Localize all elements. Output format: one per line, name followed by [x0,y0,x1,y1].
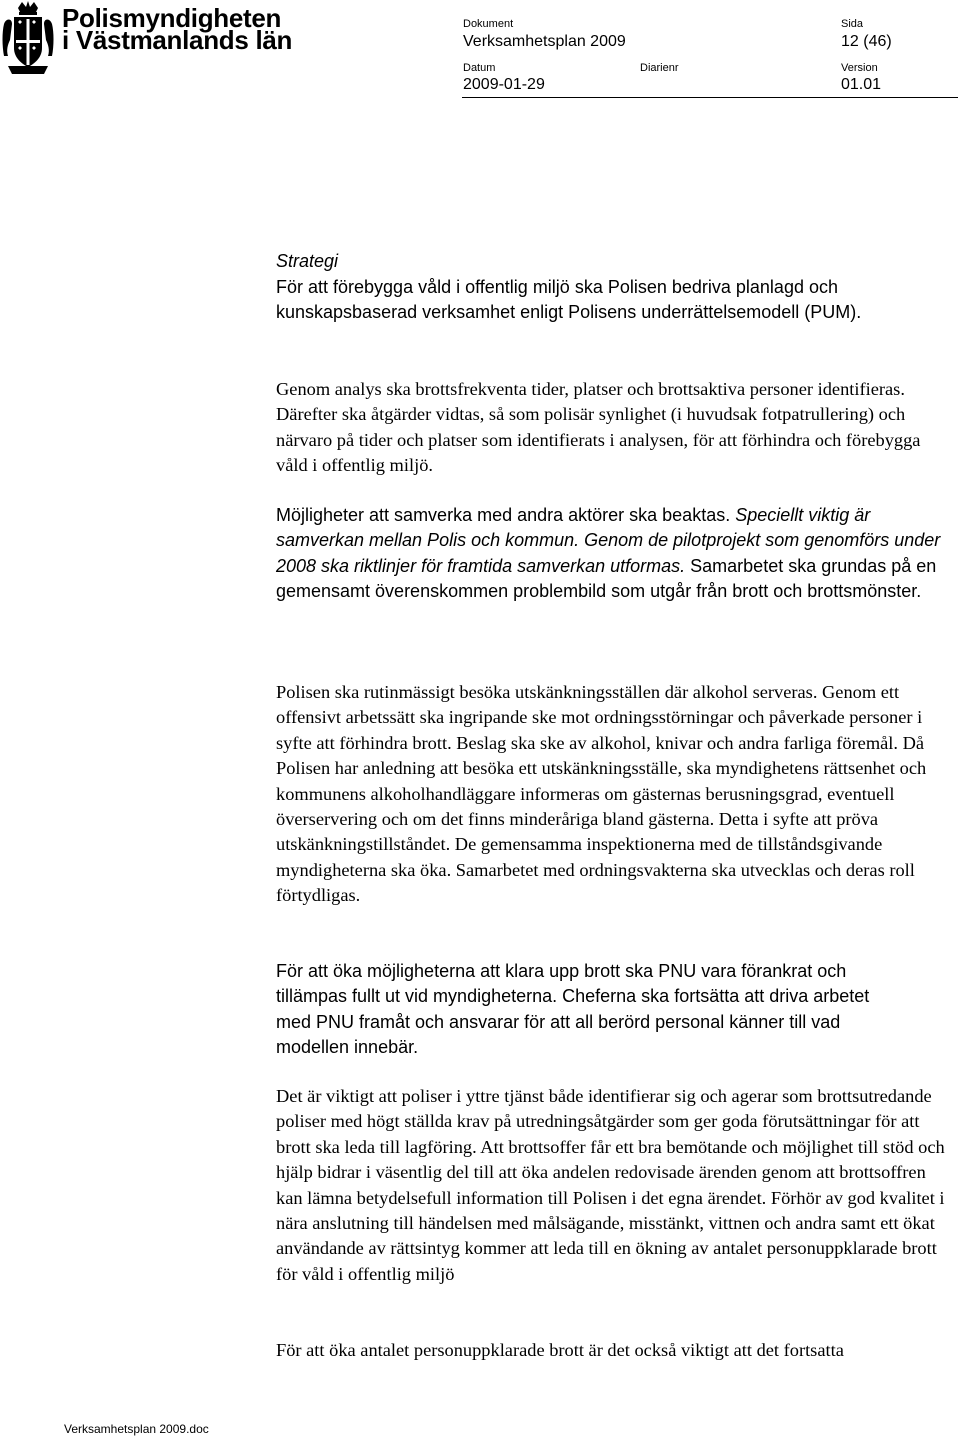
last-paragraph: För att öka antalet personuppklarade brott är det också viktigt att det fortsatta [276,1340,844,1360]
date-value: 2009-01-29 [463,76,545,93]
page-label: Sida [841,18,864,30]
samverkan-paragraph [276,503,942,605]
samverkan-text-2: Samarbetet ska grundas på en gemensamt överenskommen problembild som utgår från brott och brottsmönster. [276,555,937,602]
poliser-paragraph: Det är viktigt att poliser i yttre tjänst både identifierar sig och agerar som brottsutredande poliser med högt ställda krav på utredningsåtgärder som ger goda förutsättningar för att brott ska leda till lagföring. Att brottsoffer får ett bra bemötande och möjlighet till stöd och hjälp bidrar i väsentlig del till att öka andelen redovisade ärenden genom att brottsoffren kan lämna betydelsefull information till Polisen i det egna ärendet. Förhör av god kvalitet i nära anslutning till händelsen med målsägande, misstänkt, vittnen och andra samt ett ökat användande av rättsintyg kommer att leda till en ökning av antalet personuppklarade brott för våld i offentlig miljö [276,1086,945,1284]
version-label: Version [841,62,878,74]
version-value: 01.01 [841,76,882,93]
document-value: Verksamhetsplan 2009 [463,33,626,50]
footer-filename: Verksamhetsplan 2009.doc [64,1422,209,1436]
police-emblem-logo [2,0,54,78]
samverkan-text-italic: Speciellt viktig är samverkan mellan Polis och kommun. Genom de pilotprojekt som genomförs under 2008 ska riktlinjer för framtida samverkan utformas. [276,505,941,576]
samverkan-text-1: Möjligheter att samverka med andra aktörer ska beaktas. [276,505,736,525]
organization-name-line1: Polismyndigheten [62,3,282,33]
strategi-heading: Strategi [276,251,339,271]
analysis-paragraph: Genom analys ska brottsfrekventa tider, platser och brottsaktiva personer identifieras. Därefter ska åtgärder vidtas, så som polisär synlighet (i huvudsak fotpatrullering) och närvaro på tider och platser som identifierats i analysen, för att förhindra och förebygga våld i offentlig miljö. [276,379,921,476]
page-value: 12 (46) [841,33,892,50]
utskankning-paragraph: Polisen ska rutinmässigt besöka utskänkningsställen där alkohol serveras. Genom ett offensivt arbetssätt ska ingripande ske mot ordningsstörningar och påverkade personer i syfte att förhindra brott. Beslag ska ske av alkohol, knivar och andra farliga föremål. Då Polisen har anledning att besöka ett utskänkningsställe, ska myndighetens rättsenhet och kommunens alkoholhandläggare informeras om gästernas berusningsgrad, eventuell överservering och om det finns minderåriga bland gästerna. Detta i syfte att pröva utskänkningstillståndet. De gemensamma inspektionerna med de tillståndsgivande myndigheterna ska öka. Samarbetet med ordningsvakterna ska utvecklas och deras roll förtydligas. [276,682,927,906]
header-divider [462,97,958,98]
date-label: Datum [463,62,496,74]
organization-name-line2: i Västmanlands län [62,25,293,55]
pnu-paragraph: För att öka möjligheterna att klara upp brott ska PNU vara förankrat och tillämpas fullt ut vid myndigheterna. Cheferna ska fortsätta att driva arbetet med PNU framåt och ansvarar för att all berörd personal känner till vad modellen innebär. [276,961,870,1058]
document-label: Dokument [463,18,514,30]
strategi-paragraph: För att förebygga våld i offentlig miljö ska Polisen bedriva planlagd och kunskapsbaserad verksamhet enligt Polisens underrättelsemodell (PUM). [276,277,862,323]
diarienr-label: Diarienr [640,62,679,74]
